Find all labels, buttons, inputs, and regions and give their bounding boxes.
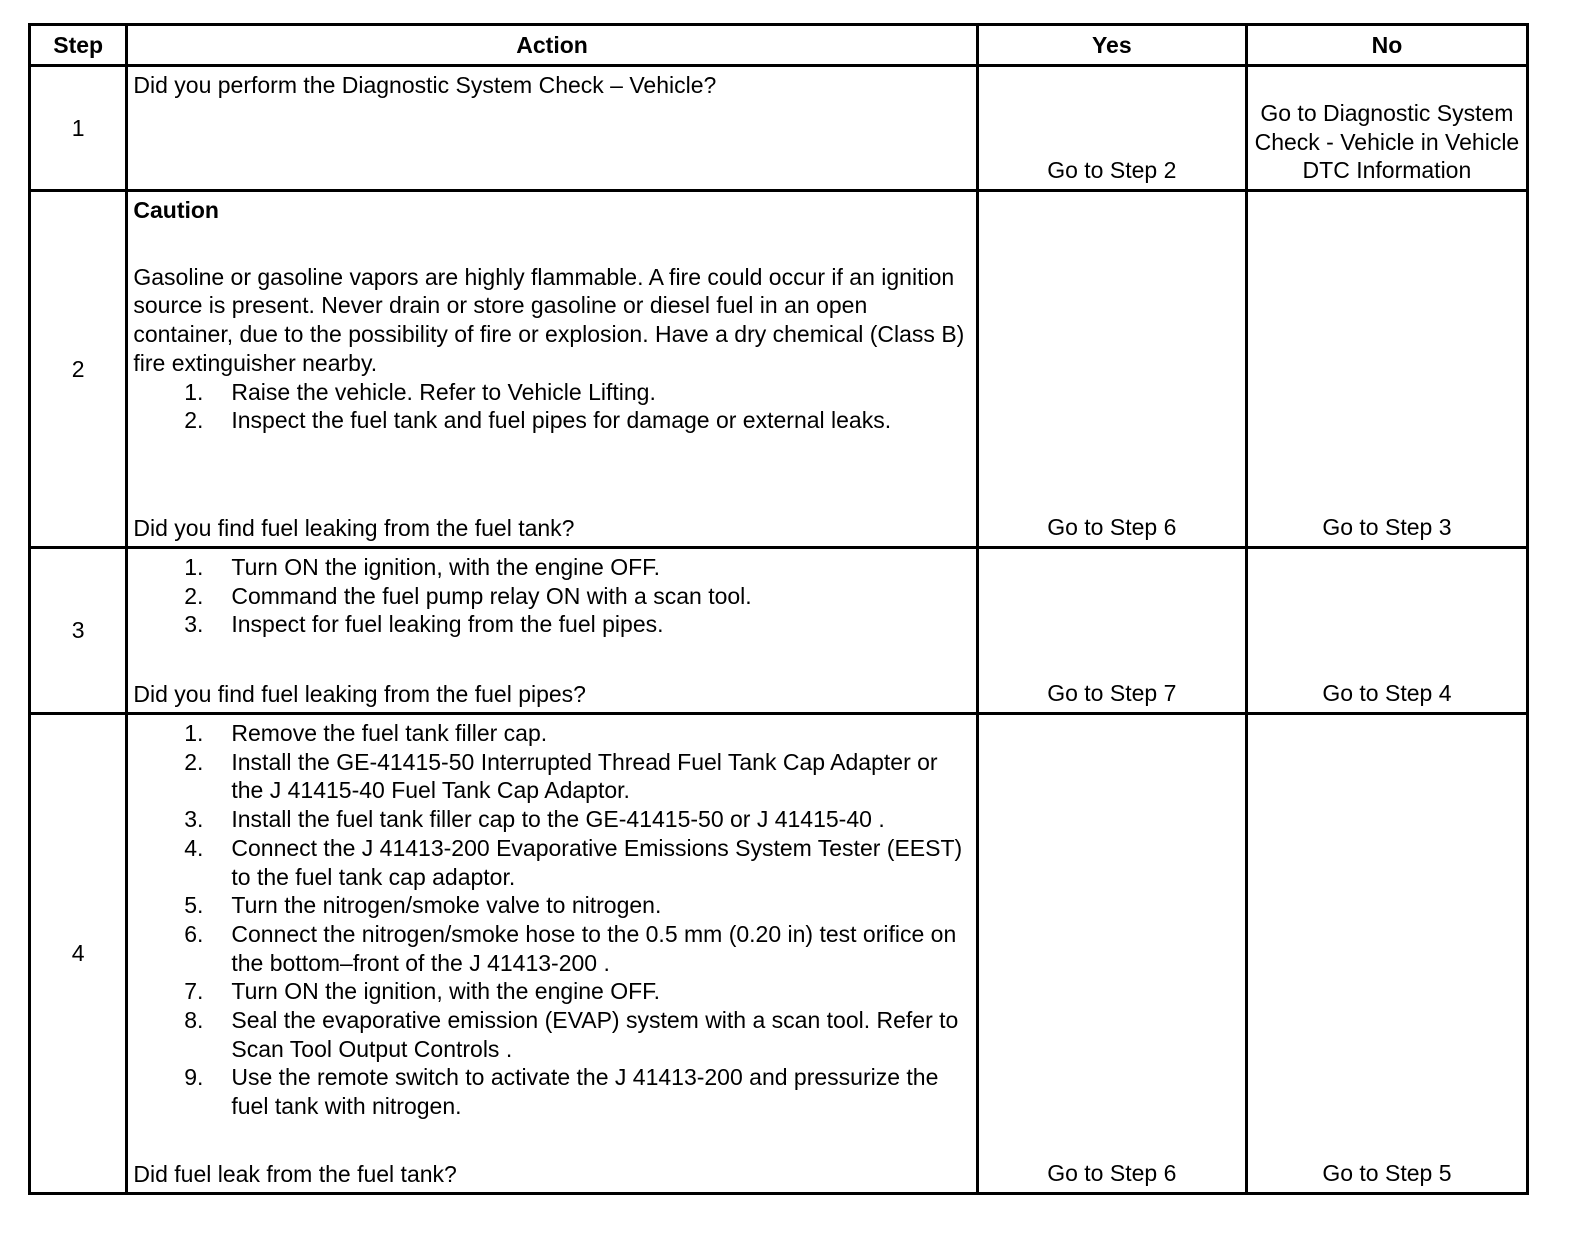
list-item: 2. Install the GE-41415-50 Interrupted Thread Fuel Tank Cap Adapter or the J 41415-40 Fuel Tank Cap Adaptor. <box>184 748 938 804</box>
list-item: 4. Connect the J 41413-200 Evaporative Emissions System Tester (EEST) to the fuel tank cap adaptor. <box>184 834 963 890</box>
list-item: 7. Turn ON the ignition, with the engine OFF. <box>184 978 661 1005</box>
procedure-list <box>133 719 969 1121</box>
table-row-step-1 <box>30 66 1528 191</box>
no-cell: Go to Step 5 <box>1246 714 1527 1194</box>
action-cell <box>127 191 977 548</box>
question-text: Did you perform the Diagnostic System Check – Vehicle? <box>133 72 717 98</box>
header-step: Step <box>30 25 127 66</box>
header-yes: Yes <box>977 25 1246 66</box>
yes-cell: Go to Step 6 <box>977 714 1246 1194</box>
table-row-step-3 <box>30 548 1528 714</box>
yes-cell: Go to Step 6 <box>977 191 1246 548</box>
action-cell <box>127 66 977 191</box>
procedure-list <box>133 378 969 435</box>
list-item: 8. Seal the evaporative emission (EVAP) system with a scan tool. Refer to Scan Tool Output Controls . <box>184 1007 959 1062</box>
header-action: Action <box>127 25 977 66</box>
question-text: Did you find fuel leaking from the fuel tank? <box>133 515 575 542</box>
step-number: 4 <box>30 714 127 1194</box>
step-number: 2 <box>30 191 127 548</box>
no-cell: Go to Step 4 <box>1246 548 1527 714</box>
list-item: 6. Connect the nitrogen/smoke hose to the 0.5 mm (0.20 in) test orifice on the bottom–front of the J 41413-200 . <box>184 920 957 976</box>
step-number: 3 <box>30 548 127 714</box>
list-item: 3. Inspect for fuel leaking from the fuel pipes. <box>184 611 664 638</box>
list-item: 1. Remove the fuel tank filler cap. <box>184 720 548 746</box>
list-item: 5. Turn the nitrogen/smoke valve to nitrogen. <box>184 892 662 919</box>
table-row-step-2 <box>30 191 1528 548</box>
action-cell <box>127 548 977 714</box>
yes-cell: Go to Step 7 <box>977 548 1246 714</box>
header-row <box>30 25 1528 66</box>
list-item: 1. Raise the vehicle. Refer to Vehicle Lifting. <box>184 378 656 405</box>
header-no: No <box>1246 25 1527 66</box>
yes-cell: Go to Step 2 <box>977 66 1246 191</box>
list-item: 9. Use the remote switch to activate the J 41413-200 and pressurize the fuel tank with nitrogen. <box>184 1064 939 1120</box>
no-cell: Go to Diagnostic System Check - Vehicle in Vehicle DTC Information <box>1246 66 1527 191</box>
step-number: 1 <box>30 66 127 191</box>
question-text: Did fuel leak from the fuel tank? <box>133 1161 457 1188</box>
caution-text: Gasoline or gasoline vapors are highly flammable. A fire could occur if an ignition source is present. Never drain or store gasoline or diesel fuel in an open container, due to the possibility of fire or explosion. Have a dry chemical (Class B) fire extinguisher nearby. <box>133 263 965 376</box>
table-row-step-4 <box>30 714 1528 1194</box>
diagnostic-table <box>28 23 1529 1195</box>
list-item: 3. Install the fuel tank filler cap to the GE-41415-50 or J 41415-40 . <box>184 806 885 833</box>
no-cell: Go to Step 3 <box>1246 191 1527 548</box>
caution-title: Caution <box>133 197 219 223</box>
action-cell <box>127 714 977 1194</box>
list-item: 2. Command the fuel pump relay ON with a scan tool. <box>184 582 752 609</box>
list-item: 2. Inspect the fuel tank and fuel pipes for damage or external leaks. <box>184 407 892 434</box>
question-text: Did you find fuel leaking from the fuel pipes? <box>133 681 586 708</box>
list-item: 1. Turn ON the ignition, with the engine OFF. <box>184 554 661 580</box>
procedure-list <box>133 553 969 639</box>
